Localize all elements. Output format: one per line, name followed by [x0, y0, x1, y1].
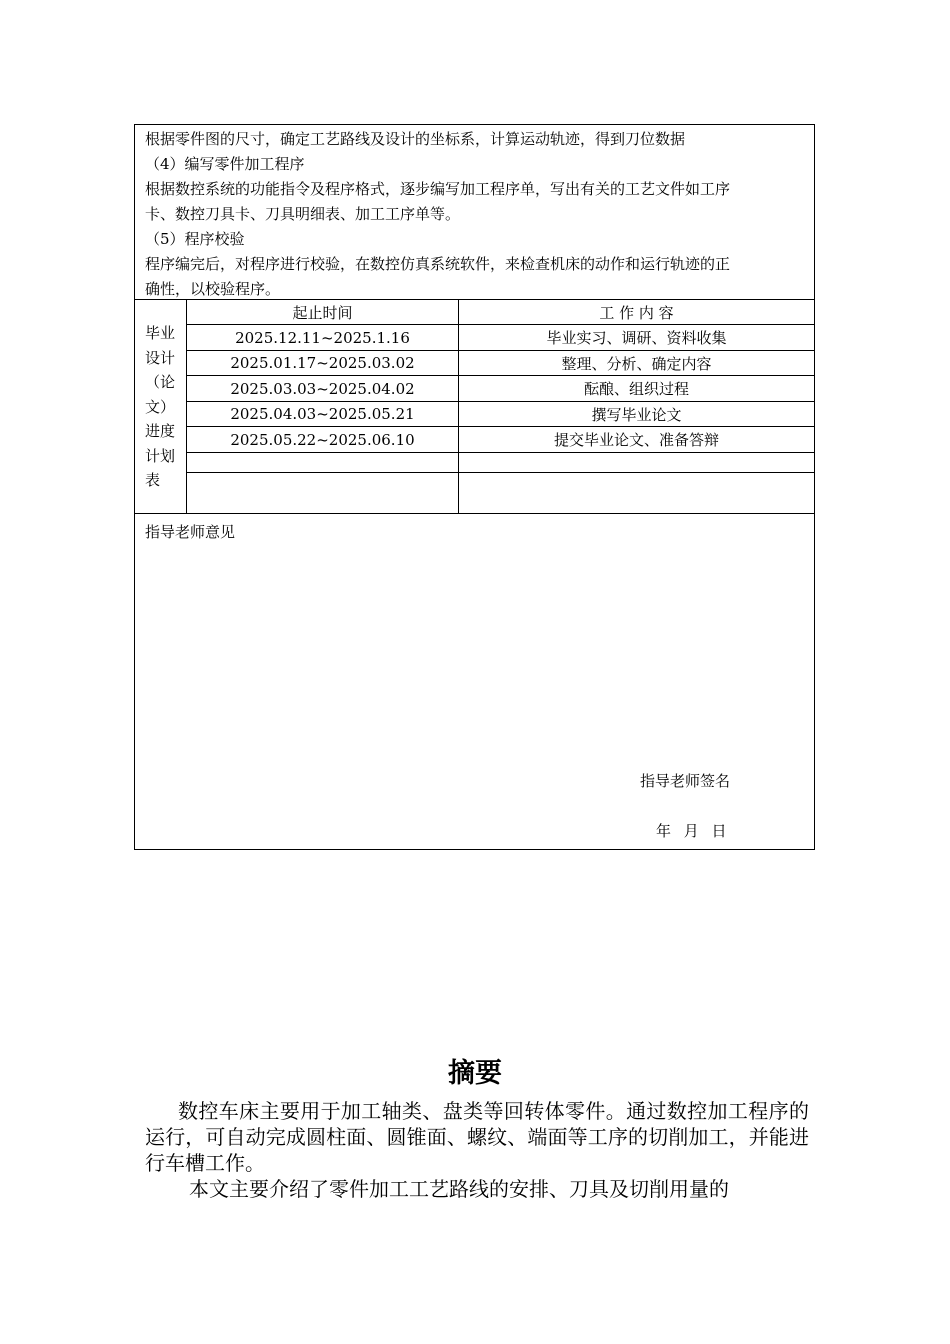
schedule-grid — [187, 300, 814, 513]
schedule-label-line: 表 — [145, 471, 161, 489]
schedule-time-cell: 2025.12.11~2025.1.16 — [187, 325, 459, 350]
schedule-row — [187, 402, 814, 427]
schedule-row — [187, 351, 814, 376]
schedule-content-cell — [459, 473, 814, 514]
advisor-signature-label: 指导老师签名 — [640, 772, 731, 790]
task-form-table — [134, 124, 815, 850]
schedule-time-cell: 2025.03.03~2025.04.02 — [187, 376, 459, 401]
header-time: 起止时间 — [187, 300, 459, 324]
schedule-label-line: 毕业 — [145, 324, 176, 342]
procedure-line: 根据数控系统的功能指令及程序格式，逐步编写加工程序单，写出有关的工艺文件如工序 — [145, 180, 731, 198]
header-content: 工 作 内 容 — [599, 303, 674, 322]
schedule-content-cell: 酝酿、组织过程 — [583, 380, 689, 398]
schedule-label-line: 计划 — [145, 446, 176, 465]
schedule-content-cell — [459, 453, 814, 472]
schedule-label — [135, 300, 187, 513]
advisor-opinion-title: 指导老师意见 — [145, 523, 236, 541]
schedule-content-cell: 提交毕业论文、准备答辩 — [553, 431, 719, 449]
schedule-label-line: 文） — [145, 397, 176, 416]
schedule-time-cell: 2025.05.22~2025.06.10 — [187, 427, 459, 452]
schedule-row — [187, 427, 814, 453]
procedure-line: （5）程序校验 — [145, 230, 245, 248]
schedule-content-cell: 撰写毕业论文 — [591, 405, 682, 424]
schedule-row — [187, 473, 814, 514]
procedure-line: 确性，以校验程序。 — [145, 280, 281, 298]
schedule-row — [187, 325, 814, 351]
schedule-section — [135, 300, 814, 514]
procedure-line: 根据零件图的尺寸，确定工艺路线及设计的坐标系，计算运动轨迹，得到刀位数据 — [145, 130, 686, 148]
schedule-row — [187, 453, 814, 473]
signature-date-label: 年 月 日 — [656, 822, 731, 840]
schedule-time-cell — [187, 453, 459, 472]
schedule-label-line: 进度 — [145, 422, 176, 440]
procedure-line: （4）编写零件加工程序 — [145, 155, 305, 173]
procedure-text-block — [135, 125, 814, 300]
schedule-time-cell: 2025.01.17~2025.03.02 — [187, 351, 459, 375]
abstract-body — [145, 1098, 809, 1202]
abstract-paragraph: 数控车床主要用于加工轴类、盘类等回转体零件。通过数控加工程序的运行，可自动完成圆柱面、圆锥面、螺纹、端面等工序的切削加工，并能进行车槽工作。 — [145, 1099, 809, 1175]
schedule-time-cell — [187, 473, 459, 514]
procedure-line: 程序编完后，对程序进行校验，在数控仿真系统软件，来检查机床的动作和运行轨迹的正 — [145, 255, 731, 273]
schedule-header-row — [187, 300, 814, 325]
schedule-time-cell: 2025.04.03~2025.05.21 — [187, 402, 459, 426]
schedule-row — [187, 376, 814, 402]
abstract-title: 摘要 — [448, 1058, 502, 1089]
advisor-opinion-section — [135, 514, 814, 849]
abstract-paragraph: 本文主要介绍了零件加工工艺路线的安排、刀具及切削用量的 — [189, 1177, 729, 1201]
schedule-content-cell: 整理、分析、确定内容 — [561, 354, 712, 373]
schedule-label-line: （论 — [145, 373, 176, 391]
schedule-content-cell: 毕业实习、调研、资料收集 — [546, 329, 727, 347]
schedule-label-line: 设计 — [145, 348, 176, 367]
procedure-line: 卡、数控刀具卡、刀具明细表、加工工序单等。 — [145, 205, 461, 223]
